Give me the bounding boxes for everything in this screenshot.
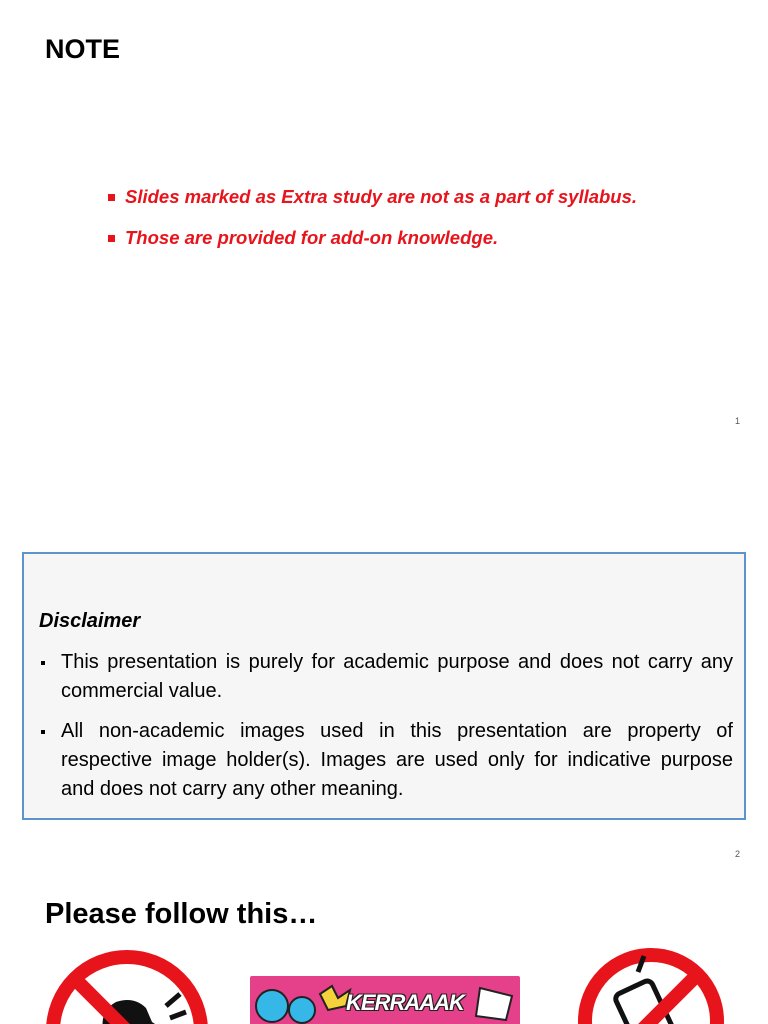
slide-note bbox=[0, 0, 768, 440]
list-item bbox=[39, 717, 733, 804]
note-text: Those are provided for add-on knowledge. bbox=[125, 227, 499, 248]
comic-text: KERRAAAK bbox=[346, 990, 464, 1015]
no-phone-icon bbox=[576, 946, 726, 1024]
list-item bbox=[108, 227, 637, 249]
slide-disclaimer bbox=[0, 440, 768, 870]
comic-noise-image bbox=[250, 976, 520, 1024]
disclaimer-heading: Disclaimer bbox=[39, 610, 141, 632]
square-bullet-icon bbox=[108, 194, 115, 201]
disclaimer-text: This presentation is purely for academic purpose and does not carry any commercial value. bbox=[61, 651, 733, 702]
square-bullet-icon bbox=[108, 235, 115, 242]
square-bullet-icon bbox=[41, 661, 45, 665]
no-talking-icon bbox=[42, 946, 212, 1024]
disclaimer-box bbox=[22, 552, 746, 820]
note-bullet-list bbox=[108, 186, 637, 268]
note-text: Slides marked as Extra study are not as a part of syllabus. bbox=[125, 186, 638, 207]
page-number: 2 bbox=[734, 849, 740, 859]
list-item bbox=[39, 648, 733, 706]
list-item bbox=[108, 186, 637, 208]
slide-title: NOTE bbox=[45, 34, 121, 64]
slide-title: Please follow this… bbox=[45, 898, 318, 930]
disclaimer-text: All non-academic images used in this presentation are property of respective image holder(s). Images are used only for indicative purpose and does not carry any other meaning. bbox=[61, 720, 733, 800]
square-bullet-icon bbox=[41, 730, 45, 734]
disclaimer-bullet-list bbox=[39, 648, 733, 815]
slide-rules bbox=[0, 870, 768, 1024]
page-number: 1 bbox=[734, 416, 740, 426]
